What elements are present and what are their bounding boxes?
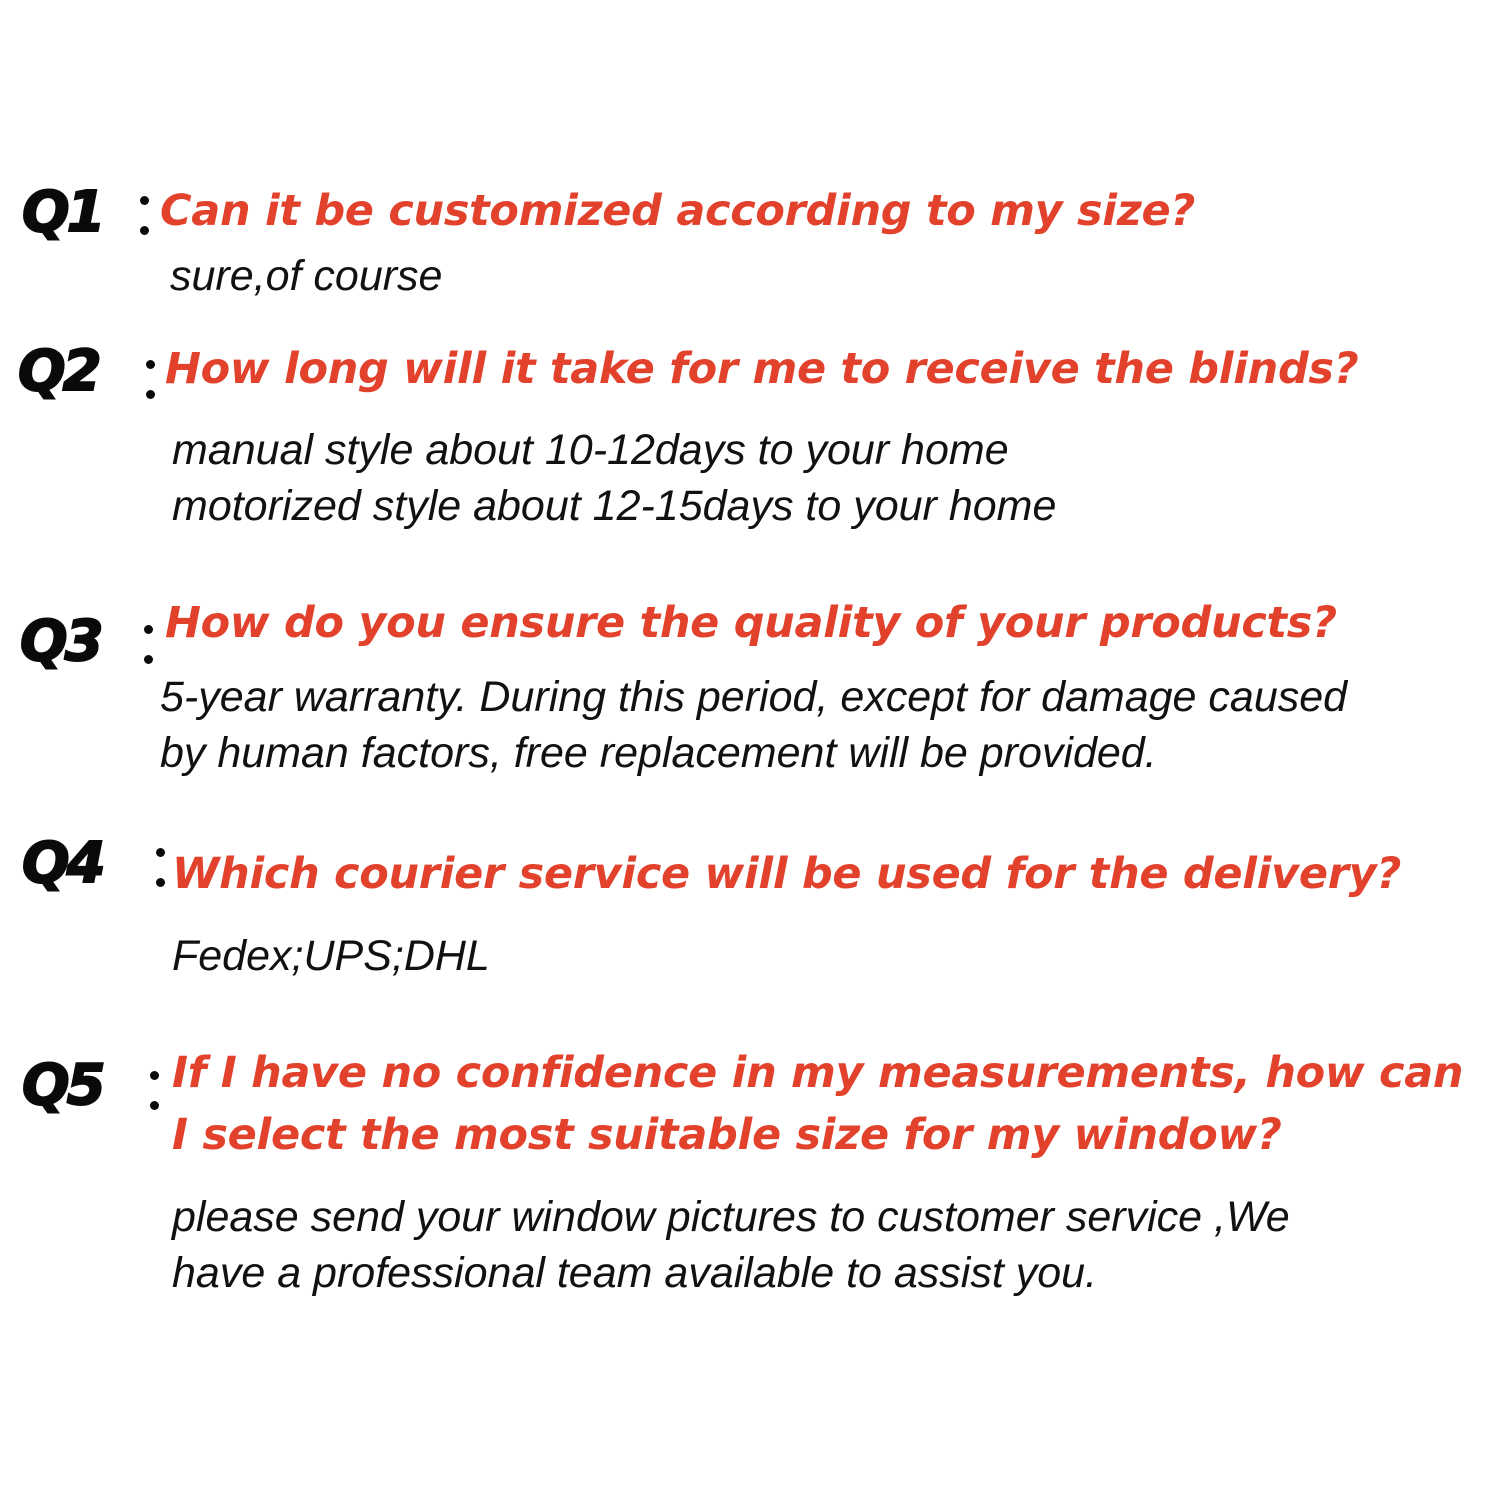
answer-text	[172, 422, 1056, 534]
answer-text	[172, 928, 490, 984]
question-line: If I have no confidence in my measurements, how can	[172, 1048, 1464, 1098]
question-number-label: Q2	[18, 339, 99, 404]
colon-mark	[150, 1071, 160, 1081]
question-text: How long will it take for me to receive the blinds?	[165, 344, 1359, 394]
question-text: Which courier service will be used for the delivery?	[172, 849, 1402, 899]
answer-line: motorized style about 12-15days to your home	[172, 482, 1057, 530]
question-number-label: Q1	[22, 180, 103, 245]
answer-text	[160, 669, 1347, 781]
colon-mark	[140, 196, 150, 206]
question-text: How do you ensure the quality of your products?	[165, 598, 1337, 648]
answer-line: 5-year warranty. During this period, except for damage caused	[160, 673, 1348, 721]
question-number-label: Q3	[20, 609, 101, 674]
colon-mark	[156, 848, 166, 858]
answer-line: by human factors, free replacement will be provided.	[160, 729, 1157, 777]
answer-line: have a professional team available to assist you.	[172, 1249, 1098, 1297]
question-line: I select the most suitable size for my window?	[172, 1110, 1282, 1160]
colon-mark	[146, 360, 156, 370]
answer-line: sure,of course	[170, 252, 443, 300]
question-number-label: Q4	[22, 831, 103, 896]
answer-line: please send your window pictures to customer service ,We	[172, 1193, 1290, 1241]
question-number-label: Q5	[22, 1053, 103, 1118]
question-text: Can it be customized according to my size?	[160, 186, 1195, 236]
answer-text	[170, 248, 442, 304]
answer-line: manual style about 10-12days to your home	[172, 426, 1009, 474]
answer-line: Fedex;UPS;DHL	[172, 932, 490, 980]
question-text	[172, 1042, 1463, 1166]
colon-mark	[144, 625, 154, 635]
answer-text	[172, 1189, 1290, 1301]
